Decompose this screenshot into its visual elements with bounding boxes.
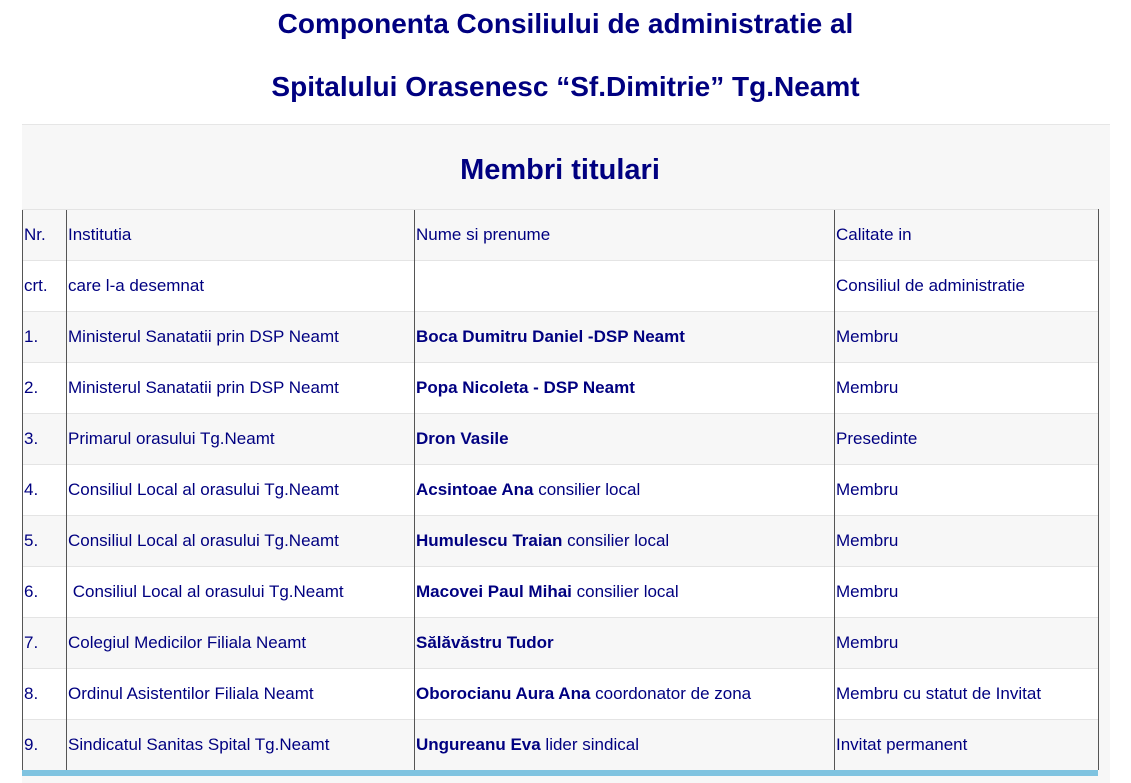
table-row (23, 363, 1099, 414)
cell-role: Membru cu statut de Invitat (835, 669, 1099, 720)
member-note: consilier local (562, 531, 670, 550)
cell-institution: Ministerul Sanatatii prin DSP Neamt (67, 312, 415, 363)
table-row (23, 516, 1099, 567)
cell-name (415, 618, 835, 669)
cell-name (415, 465, 835, 516)
cell-role: Membru (835, 516, 1099, 567)
member-name: Boca Dumitru Daniel -DSP Neamt (416, 327, 685, 346)
cell-role: Presedinte (835, 414, 1099, 465)
member-name: Acsintoae Ana (416, 480, 534, 499)
table-row (23, 720, 1099, 771)
cell-name (415, 312, 835, 363)
bottom-accent-bar (22, 770, 1098, 776)
member-name: Dron Vasile (416, 429, 509, 448)
cell-nr: 6. (23, 567, 67, 618)
header-nr: Nr. (23, 210, 67, 261)
cell-name (415, 363, 835, 414)
header-institution: care l-a desemnat (67, 261, 415, 312)
cell-institution: Colegiul Medicilor Filiala Neamt (67, 618, 415, 669)
member-note: coordonator de zona (590, 684, 752, 703)
table-row (23, 567, 1099, 618)
cell-name (415, 567, 835, 618)
member-note: consilier local (571, 582, 679, 601)
cell-nr: 1. (23, 312, 67, 363)
member-name: Macovei Paul Mihai (416, 582, 572, 601)
table-header-row (23, 261, 1099, 312)
member-name: Humulescu Traian (416, 531, 563, 550)
cell-institution: Consiliul Local al orasului Tg.Neamt (67, 567, 415, 618)
cell-role: Membru (835, 465, 1099, 516)
content-panel (22, 124, 1110, 783)
cell-name (415, 414, 835, 465)
cell-nr: 4. (23, 465, 67, 516)
table-row (23, 465, 1099, 516)
member-name: Oborocianu Aura Ana (416, 684, 591, 703)
member-name: Popa Nicoleta - DSP Neamt (416, 378, 635, 397)
cell-nr: 9. (23, 720, 67, 771)
page-title: Componenta Consiliului de administratie al (277, 8, 854, 39)
header-nr: crt. (23, 261, 67, 312)
header-name: Nume si prenume (415, 210, 835, 261)
cell-nr: 8. (23, 669, 67, 720)
header-role: Consiliul de administratie (835, 261, 1099, 312)
cell-institution: Ministerul Sanatatii prin DSP Neamt (67, 363, 415, 414)
cell-name (415, 669, 835, 720)
cell-role: Membru (835, 363, 1099, 414)
cell-nr: 2. (23, 363, 67, 414)
cell-role: Membru (835, 618, 1099, 669)
member-name: Sălăvăstru Tudor (416, 633, 554, 652)
cell-institution: Primarul orasului Tg.Neamt (67, 414, 415, 465)
cell-nr: 3. (23, 414, 67, 465)
cell-role: Membru (835, 312, 1099, 363)
section-title: Membri titulari (460, 154, 660, 186)
header-role: Calitate in (835, 210, 1099, 261)
page-subtitle-hospital: Spitalului Orasenesc “Sf.Dimitrie” Tg.Neamt (271, 71, 860, 102)
member-note: consilier local (533, 480, 641, 499)
cell-nr: 7. (23, 618, 67, 669)
cell-name (415, 516, 835, 567)
table-row (23, 414, 1099, 465)
table-row (23, 618, 1099, 669)
header-institution: Institutia (67, 210, 415, 261)
member-name: Ungureanu Eva (416, 735, 541, 754)
cell-role: Invitat permanent (835, 720, 1099, 771)
table-row (23, 312, 1099, 363)
cell-institution: Consiliul Local al orasului Tg.Neamt (67, 465, 415, 516)
cell-nr: 5. (23, 516, 67, 567)
header-name (415, 261, 835, 312)
members-table (22, 209, 1099, 770)
cell-institution: Ordinul Asistentilor Filiala Neamt (67, 669, 415, 720)
table-row (23, 669, 1099, 720)
table-header-row (23, 210, 1099, 261)
cell-name (415, 720, 835, 771)
cell-institution: Consiliul Local al orasului Tg.Neamt (67, 516, 415, 567)
cell-role: Membru (835, 567, 1099, 618)
member-note: lider sindical (540, 735, 639, 754)
cell-institution: Sindicatul Sanitas Spital Tg.Neamt (67, 720, 415, 771)
